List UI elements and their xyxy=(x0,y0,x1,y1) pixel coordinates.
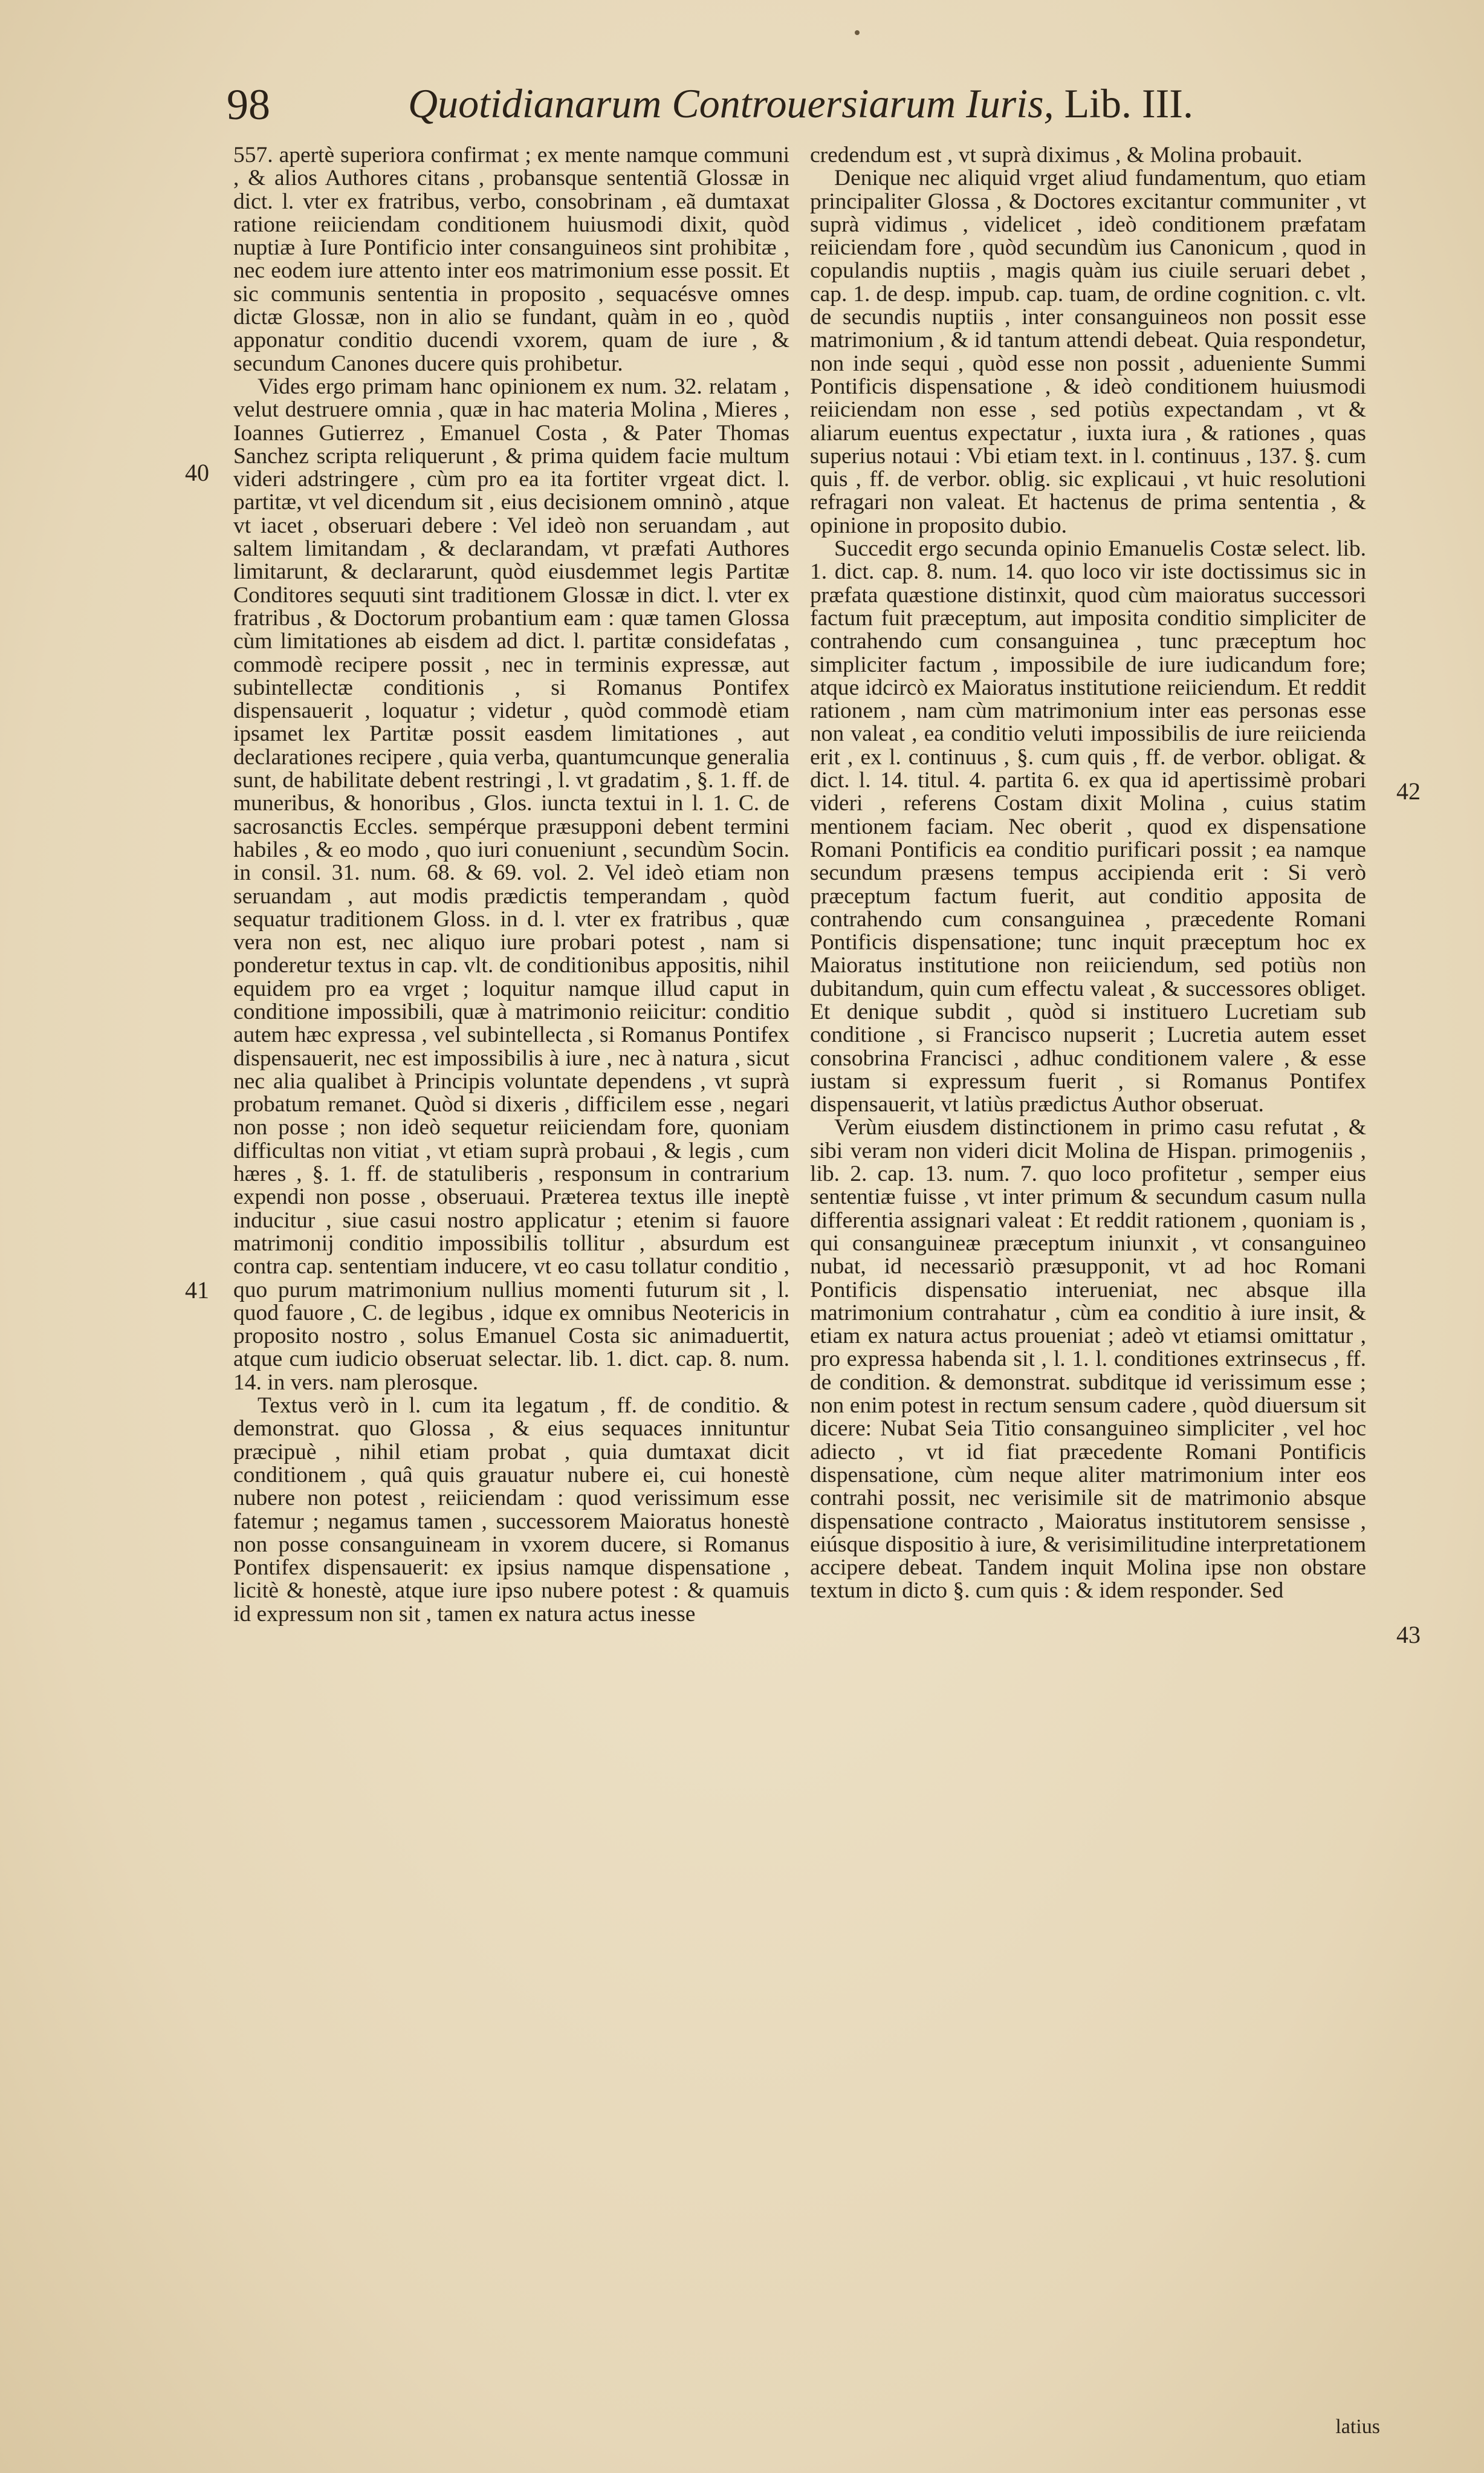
paragraph: Succedit ergo secunda opinio Emanuelis Costæ select. lib. 1. dict. cap. 8. num. 14. quo loco vir iste doctissimus sic in præfata quæstione distinxit, quod cùm maioratus successori factum fuit præceptum, aut imposita conditio simpliciter de contrahendo cum consanguinea , tunc præceptum hoc simpliciter factum , impossibile de iure iudicandum fore; atque idcircò ex Maioratus institutione reiiciendum. Et reddit rationem , nam cùm matrimonium inter eas personas esse non valeat , ea conditio veluti impossibilis de iure reiicienda erit , ex l. continuus , §. cum quis , ff. de verbor. obligat. & dict. l. 14. titul. 4. partita 6. ex qua id apertissimè probari videri , referens Costam dixit Molina , cuius statim mentionem faciam. Nec oberit , quod ex dispensatione Romani Pontificis ea conditio purificari possit ; ea namque secundum præsens tempus accipienda erit : Si verò præceptum factum fuerit, aut conditio apposita de contrahendo cum consanguinea , præcedente Romani Pontificis dispensatione; tunc inquit præceptum hoc ex Maioratus institutione non reiiciendum, sed potiùs non dubitandum, quin cum effectu valeat , & successores obliget. Et denique subdit , quòd si instituero Lucretiam sub conditione , si Francisco nupserit ; Lucretia autem esset consobrina Francisci , adhuc conditionem valere , & esse iustam si expressum fuerit , si Romanus Pontifex dispensauerit, vt latiùs prædictus Author obseruat. xyxy=(810,536,1366,1117)
running-title-text: Quotidianarum Controuersiarum Iuris, xyxy=(408,80,1054,126)
ink-speck xyxy=(855,30,860,35)
page-number: 98 xyxy=(227,80,270,129)
left-column xyxy=(233,144,789,1626)
book-label: Lib. III. xyxy=(1064,80,1193,126)
paragraph: Textus verò in l. cum ita legatum , ff. de conditio. & demonstrat. quo Glossa , & eius sequaces innituntur præcipuè , nihil etiam probat , quia dumtaxat dicit conditionem , quâ quis grauatur nubere ei, cui honestè nubere non potest , reiiciendam : quod verissimum esse fatemur ; negamus tamen , successorem Maioratus honestè non posse consanguineam in vxorem ducere, si Romanus Pontifex dispensauerit: ex ipsius namque dispensatione , licitè & honestè, atque iure ipso nubere potest : & quamuis id expressum non sit , tamen ex natura actus inesse xyxy=(233,1393,789,1626)
margin-number: 40 xyxy=(185,459,209,486)
paragraph: 557. apertè superiora confirmat ; ex mente namque communi , & alios Authores citans , probansque sententiã Glossæ in dict. l. vter ex fratribus, verbo, consobrinam , eã dumtaxat ratione reiiciendam conditionem huiusmodi dixit, quòd nuptiæ à Iure Pontificio inter consanguineos sint prohibitæ , nec eodem iure attento inter eos matrimonium esse possit. Et sic communis sententia in proposito , sequacésve omnes dictæ Glossæ, non in alio se fundant, quàm in eo , quòd apponatur conditio ducendi vxorem, quam de iure , & secundum Canones ducere quis prohibetur. xyxy=(233,143,789,376)
running-title xyxy=(408,80,1193,128)
paragraph: Denique nec aliquid vrget aliud fundamentum, quo etiam principaliter Glossa , & Doctores excitantur communiter , vt suprà vidimus , videlicet , ideò conditionem præfatam reiiciendam fore , quòd secundùm ius Canonicum , quod in copulandis nuptiis , magis quàm ius ciuile seruari debet , cap. 1. de desp. impub. cap. tuam, de ordine cognition. c. vlt. de secundis nuptiis , inter consanguineos non possit esse matrimonium , & id tantum attendi debeat. Quia respondetur, non inde sequi , quòd esse non possit , adueniente Summi Pontificis dispensatione , & ideò conditionem huiusmodi reiiciendam non esse , sed potiùs expectandam , vt & aliarum euentus expectatur , iuxta iura , & rationes , quas superius notaui : Vbi etiam text. in l. continuus , 137. §. cum quis , ff. de verbor. oblig. sic explicaui , vt huic resolutioni refragari non valeat. Et hactenus de prima sententia , & opinione in proposito dubio. xyxy=(810,166,1366,538)
right-column xyxy=(810,144,1366,1603)
margin-number: 43 xyxy=(1396,1621,1421,1648)
paragraph: Vides ergo primam hanc opinionem ex num. 32. relatam , velut destruere omnia , quæ in hac materia Molina , Mieres , Ioannes Gutierrez , Emanuel Costa , & Pater Thomas Sanchez scripta reliquerunt , & prima quidem facie multum videri adstringere , cùm pro ea ita fortiter vrgeat dict. l. partitæ, vt vel dicendum sit , eius decisionem omninò , atque vt iacet , obseruari debere : Vel ideò non seruandam , aut saltem limitandam , & declarandam, vt præfati Authores limitarunt, & declararunt, quòd eiusdemmet legis Partitæ Conditores sequuti sint traditionem Glossæ in dict. l. vter ex fratribus , & Doctorum probantium eam : quæ tamen Glossa cùm limitationes ab eisdem ad dict. l. partitæ considefatas , commodè recipere possit , nec in terminis expressæ, aut subintellectæ conditionis , si Romanus Pontifex dispensauerit , loquatur ; videtur , quòd commodè etiam ipsamet lex Partitæ possit easdem limitationes , aut declarationes recipere , quia verba, quantumcunque generalia sunt, de habilitate debent restringi , l. vt gradatim , §. 1. ff. de muneribus, & honoribus , Glos. iuncta textui in l. 1. C. de sacrosanctis Eccles. sempérque præsupponi debent termini habiles , & eo modo , quo iuri conueniunt , secundùm Socin. in consil. 31. num. 68. & 69. vol. 2. Vel ideò etiam non seruandam , aut modis prædictis temperandam , quòd sequatur traditionem Gloss. in d. l. vter ex fratribus , quæ vera non est, nec aliquo iure probari potest , nam si ponderetur textus in cap. vlt. de conditionibus appositis, nihil equidem pro ea vrget ; loquitur namque illud caput in conditione impossibili, quæ à matrimonio reiicitur: conditio autem hæc expressa , vel subintellecta , si Romanus Pontifex dispensauerit, nec est impossibilis à iure , nec à natura , sicut nec alia qualibet à Principis voluntate dependens , vt suprà probatum remanet. Quòd si dixeris , difficilem esse , negari non posse ; non ideò sequetur reiiciendam fore, quoniam difficultas non vitiat , vt etiam suprà probaui , & legis , cum hæres , §. 1. ff. de statuliberis , responsum in contrarium expendi non posse , obseruaui. Præterea textus ille ineptè inducitur , siue casui nostro applicatur ; etenim si fauore matrimonij conditio impossibilis tollitur , absurdum est contra cap. sententiam inducere, vt eo casu tollatur conditio , quo purum matrimonium nullius momenti futurum sit , l. quod fauore , C. de legibus , idque ex omnibus Neotericis in proposito nostro , solus Emanuel Costa sic animaduertit, atque cum iudicio obseruat selectar. lib. 1. dict. cap. 8. num. 14. in vers. nam plerosque. xyxy=(233,374,789,1395)
page-header xyxy=(227,80,1375,140)
paragraph: Verùm eiusdem distinctionem in primo casu refutat , & sibi veram non videri dicit Molina de Hispan. primogeniis , lib. 2. cap. 13. num. 7. quo loco profitetur , semper eius sententiæ fuisse , vt inter primum & secundum casum nulla differentia assignari valeat : Et reddit rationem , quoniam is , qui consanguineæ præceptum iniunxit , vt consanguineo nubat, id necessariò præsupponit, vt ad hoc Romani Pontificis dispensatio interueniat, nec absque illa matrimonium contrahatur , cùm ea conditio à iure insit, & etiam ex natura actus proueniat ; adeò vt etiamsi omittatur , pro expressa habenda sit , l. 1. l. conditiones extrinsecus , ff. de condition. & demonstrat. subditque id verissimum esse ; non enim potest in rectum sensum cadere , quòd diuersum sit dicere: Nubat Seia Titio consanguineo simpliciter , vel hoc adiecto , vt id fiat præcedente Romani Pontificis dispensatione, cùm neque aliter matrimonium inter eos contrahi possit, nec verisimile sit de matrimonio absque dispensatione contracto , Maioratus institutorem sensisse , eiúsque dispositio à iure, & verisimilitudine interpretationem accipere debeat. Tandem inquit Molina ipse non obstare textum in dicto §. cum quis : & idem responder. Sed xyxy=(810,1115,1366,1604)
catchword: latius xyxy=(1335,2416,1380,2438)
margin-number: 42 xyxy=(1396,778,1421,805)
paragraph: credendum est , vt suprà diximus , & Molina probauit. xyxy=(810,143,1303,167)
margin-number: 41 xyxy=(185,1276,209,1304)
